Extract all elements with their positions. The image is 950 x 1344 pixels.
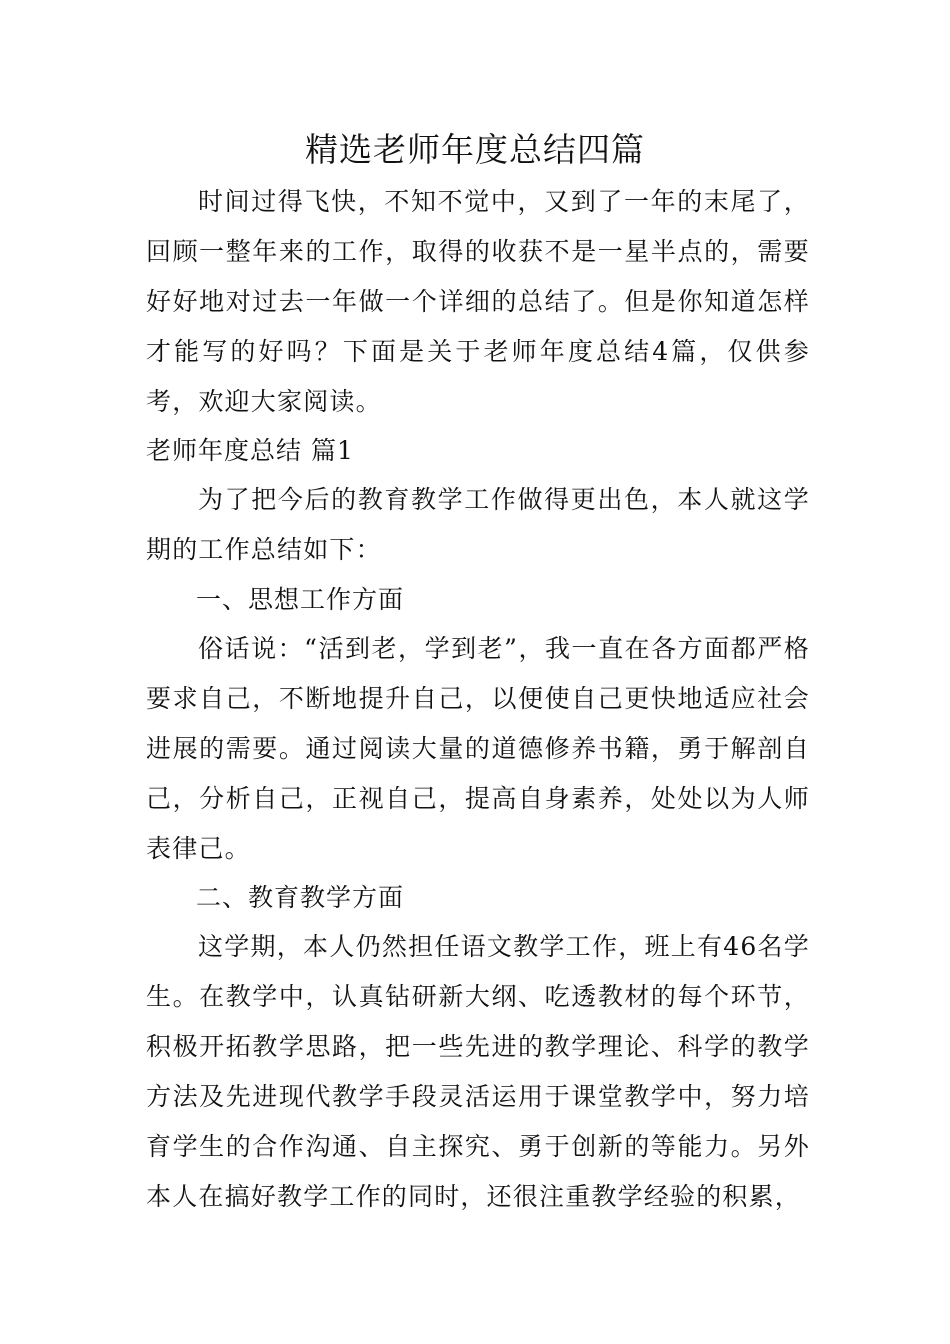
section-title: 老师年度总结 篇1 xyxy=(146,436,354,465)
heading-thought-work: 一、思想工作方面 xyxy=(196,585,405,614)
document-title: 精选老师年度总结四篇 xyxy=(305,130,645,169)
teaching-paragraph: 这学期，本人仍然担任语文教学工作，班上有46名学生。在教学中，认真钻研新大纲、吃透教材的每个环节，积极开拓教学思路，把一些先进的教学理论、科学的教学方法及先进现代教学手段灵活运用于课堂教学中，努力培育学生的合作沟通、自主探究、勇于创新的等能力。另外本人在搞好教学工作的同时，还很注重教学经验的积累， xyxy=(146,932,810,1211)
thought-work-paragraph: 俗话说：“活到老，学到老”，我一直在各方面都严格要求自己，不断地提升自己，以便使自己更快地适应社会进展的需要。通过阅读大量的道德修养书籍，勇于解剖自己，分析自己，正视自己，提高自身素养，处处以为人师表律己。 xyxy=(146,634,810,863)
section-opening-paragraph: 为了把今后的教育教学工作做得更出色，本人就这学期的工作总结如下： xyxy=(146,485,810,564)
heading-teaching: 二、教育教学方面 xyxy=(196,883,405,912)
intro-paragraph: 时间过得飞快，不知不觉中，又到了一年的末尾了，回顾一整年来的工作，取得的收获不是一星半点的，需要好好地对过去一年做一个详细的总结了。但是你知道怎样才能写的好吗？下面是关于老师年度总结4篇，仅供参考，欢迎大家阅读。 xyxy=(146,187,810,416)
